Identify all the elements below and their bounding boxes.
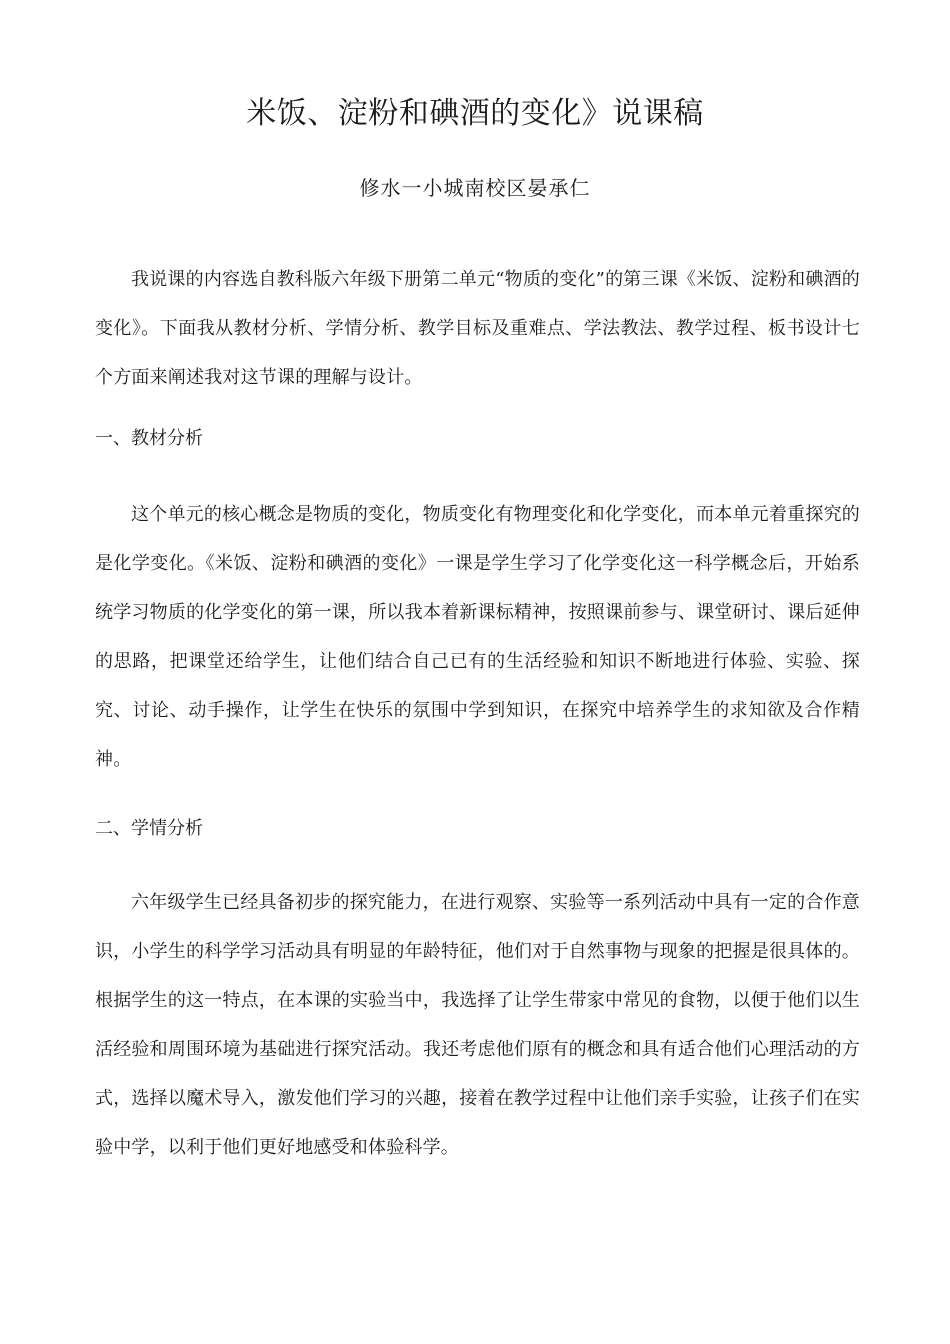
section-body-student-analysis: 六年级学生已经具备初步的探究能力，在进行观察、实验等一系列活动中具有一定的合作意识，小学生的科学学习活动具有明显的年龄特征，他们对于自然事物与现象的把握是很具体的。根据学生的这一特点，在本课的实验当中，我选择了让学生带家中常见的食物，以便于他们以生活经验和周围环境为基础进行探究活动。我还考虑他们原有的概念和具有适合他们心理活动的方式，选择以魔术导入，激发他们学习的兴趣，接着在教学过程中让他们亲手实验，让孩子们在实验中学，以利于他们更好地感受和体验科学。 bbox=[95, 892, 860, 1158]
section-heading-textbook-analysis: 一、教材分析 bbox=[95, 428, 203, 449]
intro-paragraph: 我说课的内容选自教科版六年级下册第二单元“物质的变化”的第三课《米饭、淀粉和碘酒的变化》。下面我从教材分析、学情分析、教学目标及重难点、学法教法、教学过程、板书设计七个方面来阐述我对这节课的理解与设计。 bbox=[95, 269, 860, 388]
document-title: 米饭、淀粉和碘酒的变化》说课稿 bbox=[246, 96, 704, 131]
section-body-textbook-analysis: 这个单元的核心概念是物质的变化，物质变化有物理变化和化学变化，而本单元着重探究的是化学变化。《米饭、淀粉和碘酒的变化》一课是学生学习了化学变化这一科学概念后，开始系统学习物质的化学变化的第一课，所以我本着新课标精神，按照课前参与、课堂研讨、课后延伸的思路，把课堂还给学生，让他们结合自己已有的生活经验和知识不断地进行体验、实验、探究、讨论、动手操作，让学生在快乐的氛围中学到知识，在探究中培养学生的求知欲及合作精神。 bbox=[95, 504, 860, 770]
section-heading-student-analysis: 二、学情分析 bbox=[95, 818, 203, 839]
document-author: 修水一小城南校区晏承仁 bbox=[359, 176, 591, 200]
